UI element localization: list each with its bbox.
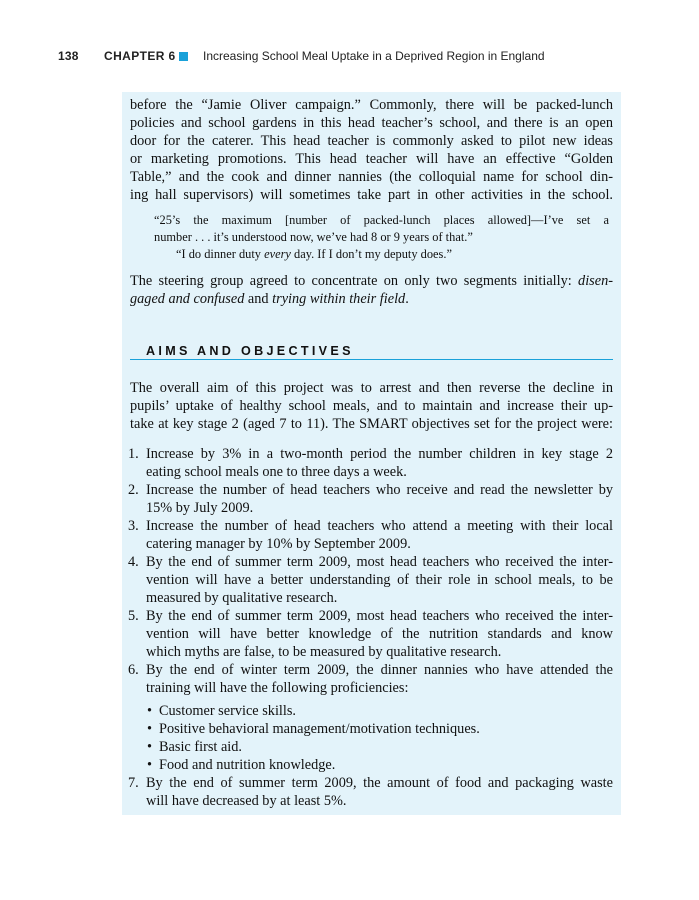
proficiency-item: Positive behavioral management/motivation techniques. [159, 721, 480, 737]
header-square-icon [179, 52, 188, 61]
quote-line: “25’s the maximum [number of packed-lunch places allowed]—I’ve set a [154, 213, 609, 227]
running-header [58, 49, 658, 67]
aim-line: pupils’ uptake of healthy school meals, and to maintain and increase their up- [130, 398, 613, 415]
aim-line: take at key stage 2 (aged 7 to 11). The SMART objectives set for the project were: [130, 416, 613, 433]
objective-item [146, 481, 613, 517]
objective-number: 7. [128, 775, 139, 791]
quote-emphasis: every [264, 247, 291, 261]
objective-line: vention will have a better understanding of their role in school meals, to be [146, 572, 613, 589]
steering-emphasis: disen- [578, 273, 613, 289]
steering-paragraph [130, 272, 613, 308]
block-quote-second [176, 246, 609, 263]
page-number: 138 [58, 49, 79, 63]
objective-line: which myths are false, to be measured by qualitative research. [146, 644, 502, 661]
quote-text: “I do dinner duty [176, 247, 265, 261]
objective-line: Increase the number of head teachers who receive and read the newsletter by [146, 482, 613, 498]
objective-number: 5. [128, 608, 139, 624]
quote-second-line [176, 246, 609, 263]
intro-line: or marketing promotions. This head teacher will have an effective “Golden [130, 151, 613, 168]
objective-number: 6. [128, 662, 139, 678]
segment-trying: trying within their field [272, 291, 406, 308]
objective-item [146, 661, 613, 697]
objective-line: will have decreased by at least 5%. [146, 793, 347, 810]
objective-item [146, 607, 613, 661]
bullet-icon: • [147, 757, 153, 773]
objective-line: catering manager by 10% by September 2009. [146, 536, 411, 553]
proficiency-item: Basic first aid. [159, 739, 242, 755]
block-quote [154, 212, 609, 246]
section-rule [130, 359, 613, 360]
aim-paragraph [130, 379, 613, 433]
objective-line: training will have the following proficiencies: [146, 680, 409, 697]
objective-line: Increase by 3% in a two-month period the number children in key stage 2 [146, 446, 613, 462]
intro-line: policies and school gardens in this head teacher’s school, and there is an open [130, 115, 613, 132]
intro-line: door for the caterer. This head teacher is commonly asked to pilot new ideas [130, 133, 613, 150]
proficiency-item: Customer service skills. [159, 703, 296, 719]
objective-line: By the end of winter term 2009, the dinner nannies who have attended the [146, 662, 613, 678]
objective-line: eating school meals one to three days a week. [146, 464, 407, 481]
proficiency-item: Food and nutrition knowledge. [159, 757, 336, 773]
chapter-title: Increasing School Meal Uptake in a Deprived Region in England [203, 49, 545, 63]
section-heading: AIMS AND OBJECTIVES [146, 344, 354, 358]
objective-line: Increase the number of head teachers who attend a meeting with their local [146, 518, 613, 534]
objective-line: 15% by July 2009. [146, 500, 254, 517]
steering-line [130, 290, 613, 308]
steering-text: . [405, 291, 409, 308]
segment-disengaged: gaged and confused [130, 291, 245, 308]
intro-line: Table,” and the cook and dinner nannies (the colloquial name for school din- [130, 169, 613, 186]
objective-number: 4. [128, 554, 139, 570]
quote-text: day. If I don’t my deputy does.” [290, 247, 452, 261]
bullet-icon: • [147, 721, 153, 737]
objective-number: 3. [128, 518, 139, 534]
objective-item [146, 774, 613, 810]
chapter-label: CHAPTER 6 [104, 49, 176, 63]
objective-line: By the end of summer term 2009, most head teachers who received the inter- [146, 608, 613, 624]
quote-line: number . . . it’s understood now, we’ve had 8 or 9 years of that.” [154, 230, 473, 244]
objective-number: 1. [128, 446, 139, 462]
steering-line [130, 272, 613, 290]
objective-item [146, 517, 613, 553]
objective-line: By the end of summer term 2009, the amount of food and packaging waste [146, 775, 613, 791]
objective-line: vention will have better knowledge of the nutrition standards and know [146, 626, 613, 643]
intro-line: ing hall supervisors) will sometimes take part in other activities in the school. [130, 187, 613, 204]
intro-line: before the “Jamie Oliver campaign.” Commonly, there will be packed-lunch [130, 97, 613, 113]
aim-line: The overall aim of this project was to arrest and then reverse the decline in [130, 380, 613, 396]
objective-number: 2. [128, 482, 139, 498]
steering-text: and [244, 291, 273, 308]
objective-item [146, 553, 613, 607]
bullet-icon: • [147, 703, 153, 719]
bullet-icon: • [147, 739, 153, 755]
steering-text: The steering group agreed to concentrate on only two segments initially: [130, 273, 579, 289]
objective-line: measured by qualitative research. [146, 590, 338, 607]
objective-line: By the end of summer term 2009, most head teachers who received the inter- [146, 554, 613, 570]
objective-item [146, 445, 613, 481]
intro-paragraph [130, 96, 613, 205]
